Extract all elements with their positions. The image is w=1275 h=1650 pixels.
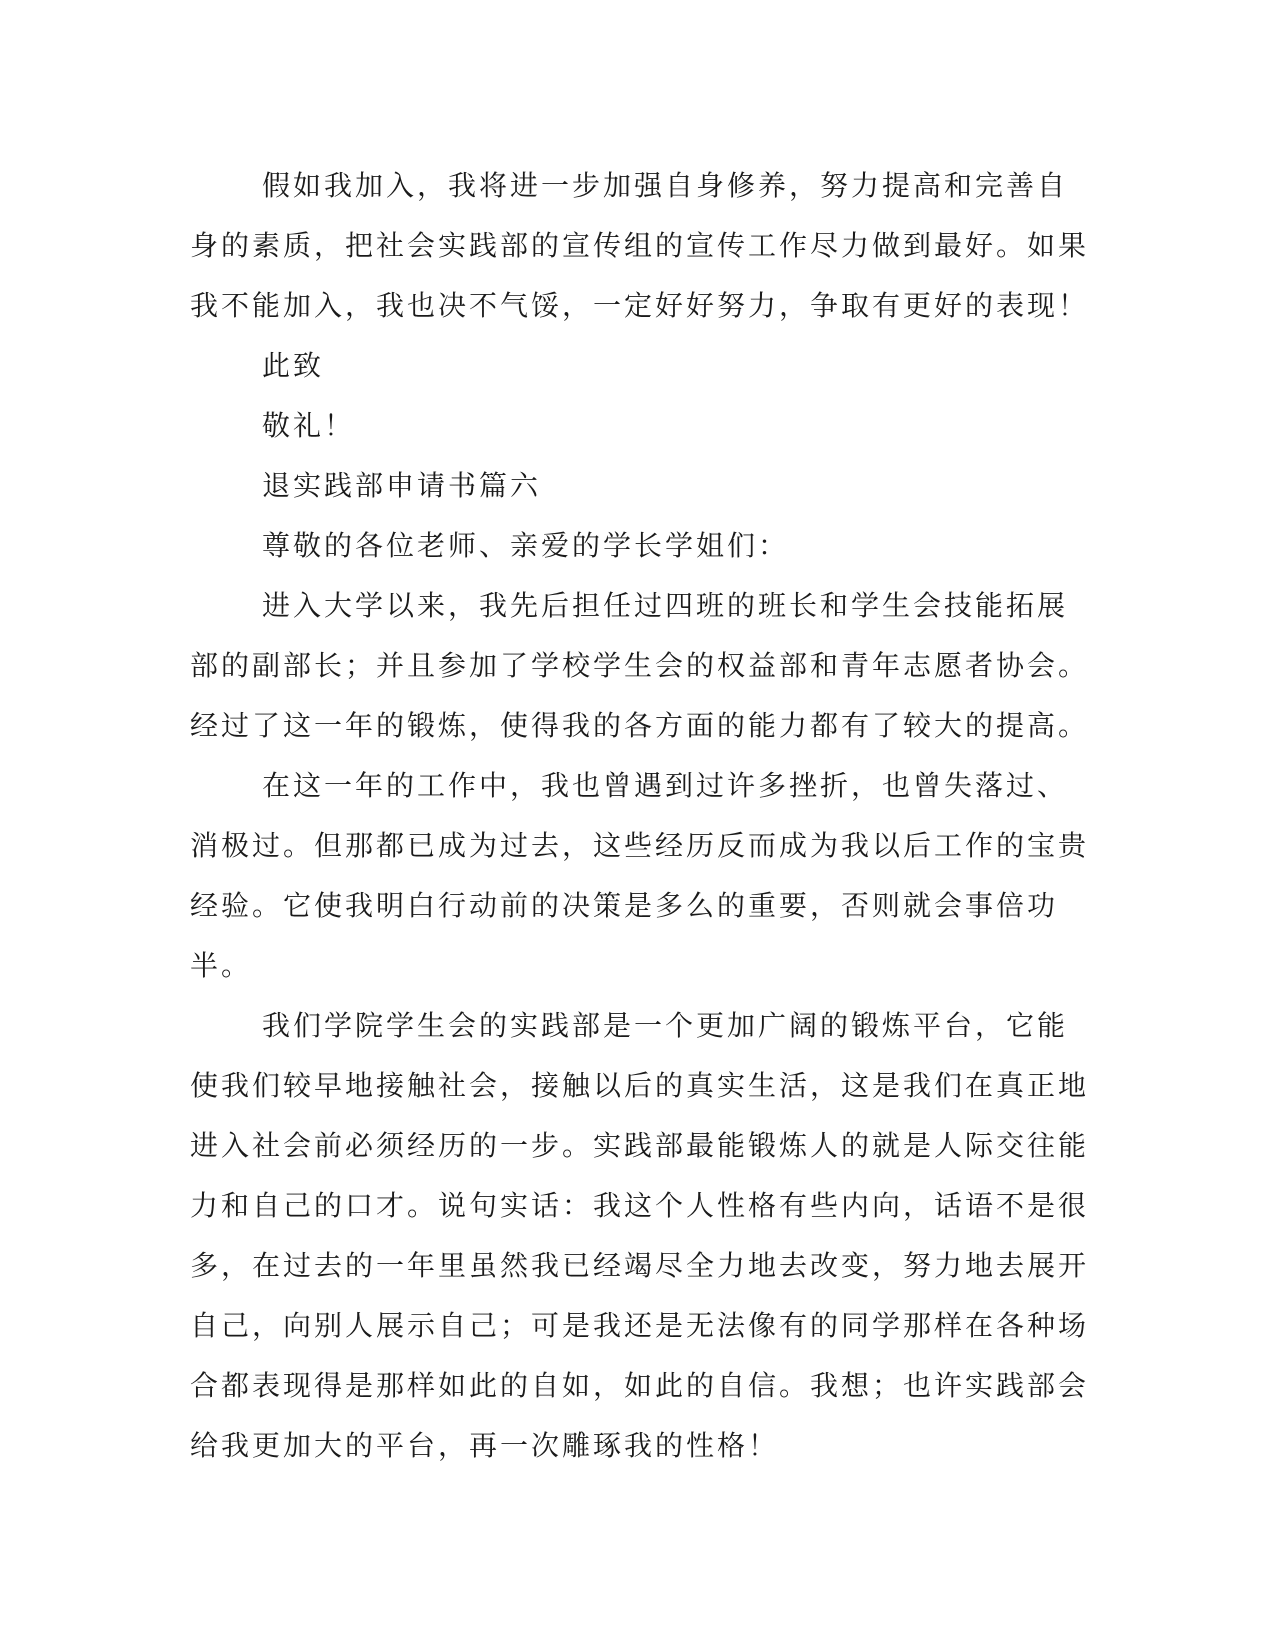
document-body xyxy=(190,156,1090,1476)
paragraph-setbacks: 在这一年的工作中，我也曾遇到过许多挫折，也曾失落过、消极过。但那都已成为过去，这些经历反而成为我以后工作的宝贵经验。它使我明白行动前的决策是多么的重要，否则就会事倍功半。 xyxy=(190,769,1090,982)
paragraph-practice-department: 我们学院学生会的实践部是一个更加广阔的锻炼平台，它能使我们较早地接触社会，接触以后的真实生活，这是我们在真正地进入社会前必须经历的一步。实践部最能锻炼人的就是人际交往能力和自己的口才。说句实话：我这个人性格有些内向，话语不是很多，在过去的一年里虽然我已经竭尽全力地去改变，努力地去展开自己，向别人展示自己；可是我还是无法像有的同学那样在各种场合都表现得是那样如此的自如，如此的自信。我想；也许实践部会给我更加大的平台，再一次雕琢我的性格！ xyxy=(190,1009,1090,1462)
closing-salutation: 此致 xyxy=(262,349,325,382)
greeting: 尊敬的各位老师、亲爱的学长学姐们： xyxy=(262,529,790,562)
paragraph-experience: 进入大学以来，我先后担任过四班的班长和学生会技能拓展部的副部长；并且参加了学校学生会的权益部和青年志愿者协会。经过了这一年的锻炼，使得我的各方面的能力都有了较大的提高。 xyxy=(190,589,1090,742)
section-heading: 退实践部申请书篇六 xyxy=(262,469,542,502)
paragraph-join-commitment: 假如我加入，我将进一步加强自身修养，努力提高和完善自身的素质，把社会实践部的宣传组的宣传工作尽力做到最好。如果我不能加入，我也决不气馁，一定好好努力，争取有更好的表现！ xyxy=(190,169,1090,322)
closing-regards: 敬礼！ xyxy=(262,409,356,442)
